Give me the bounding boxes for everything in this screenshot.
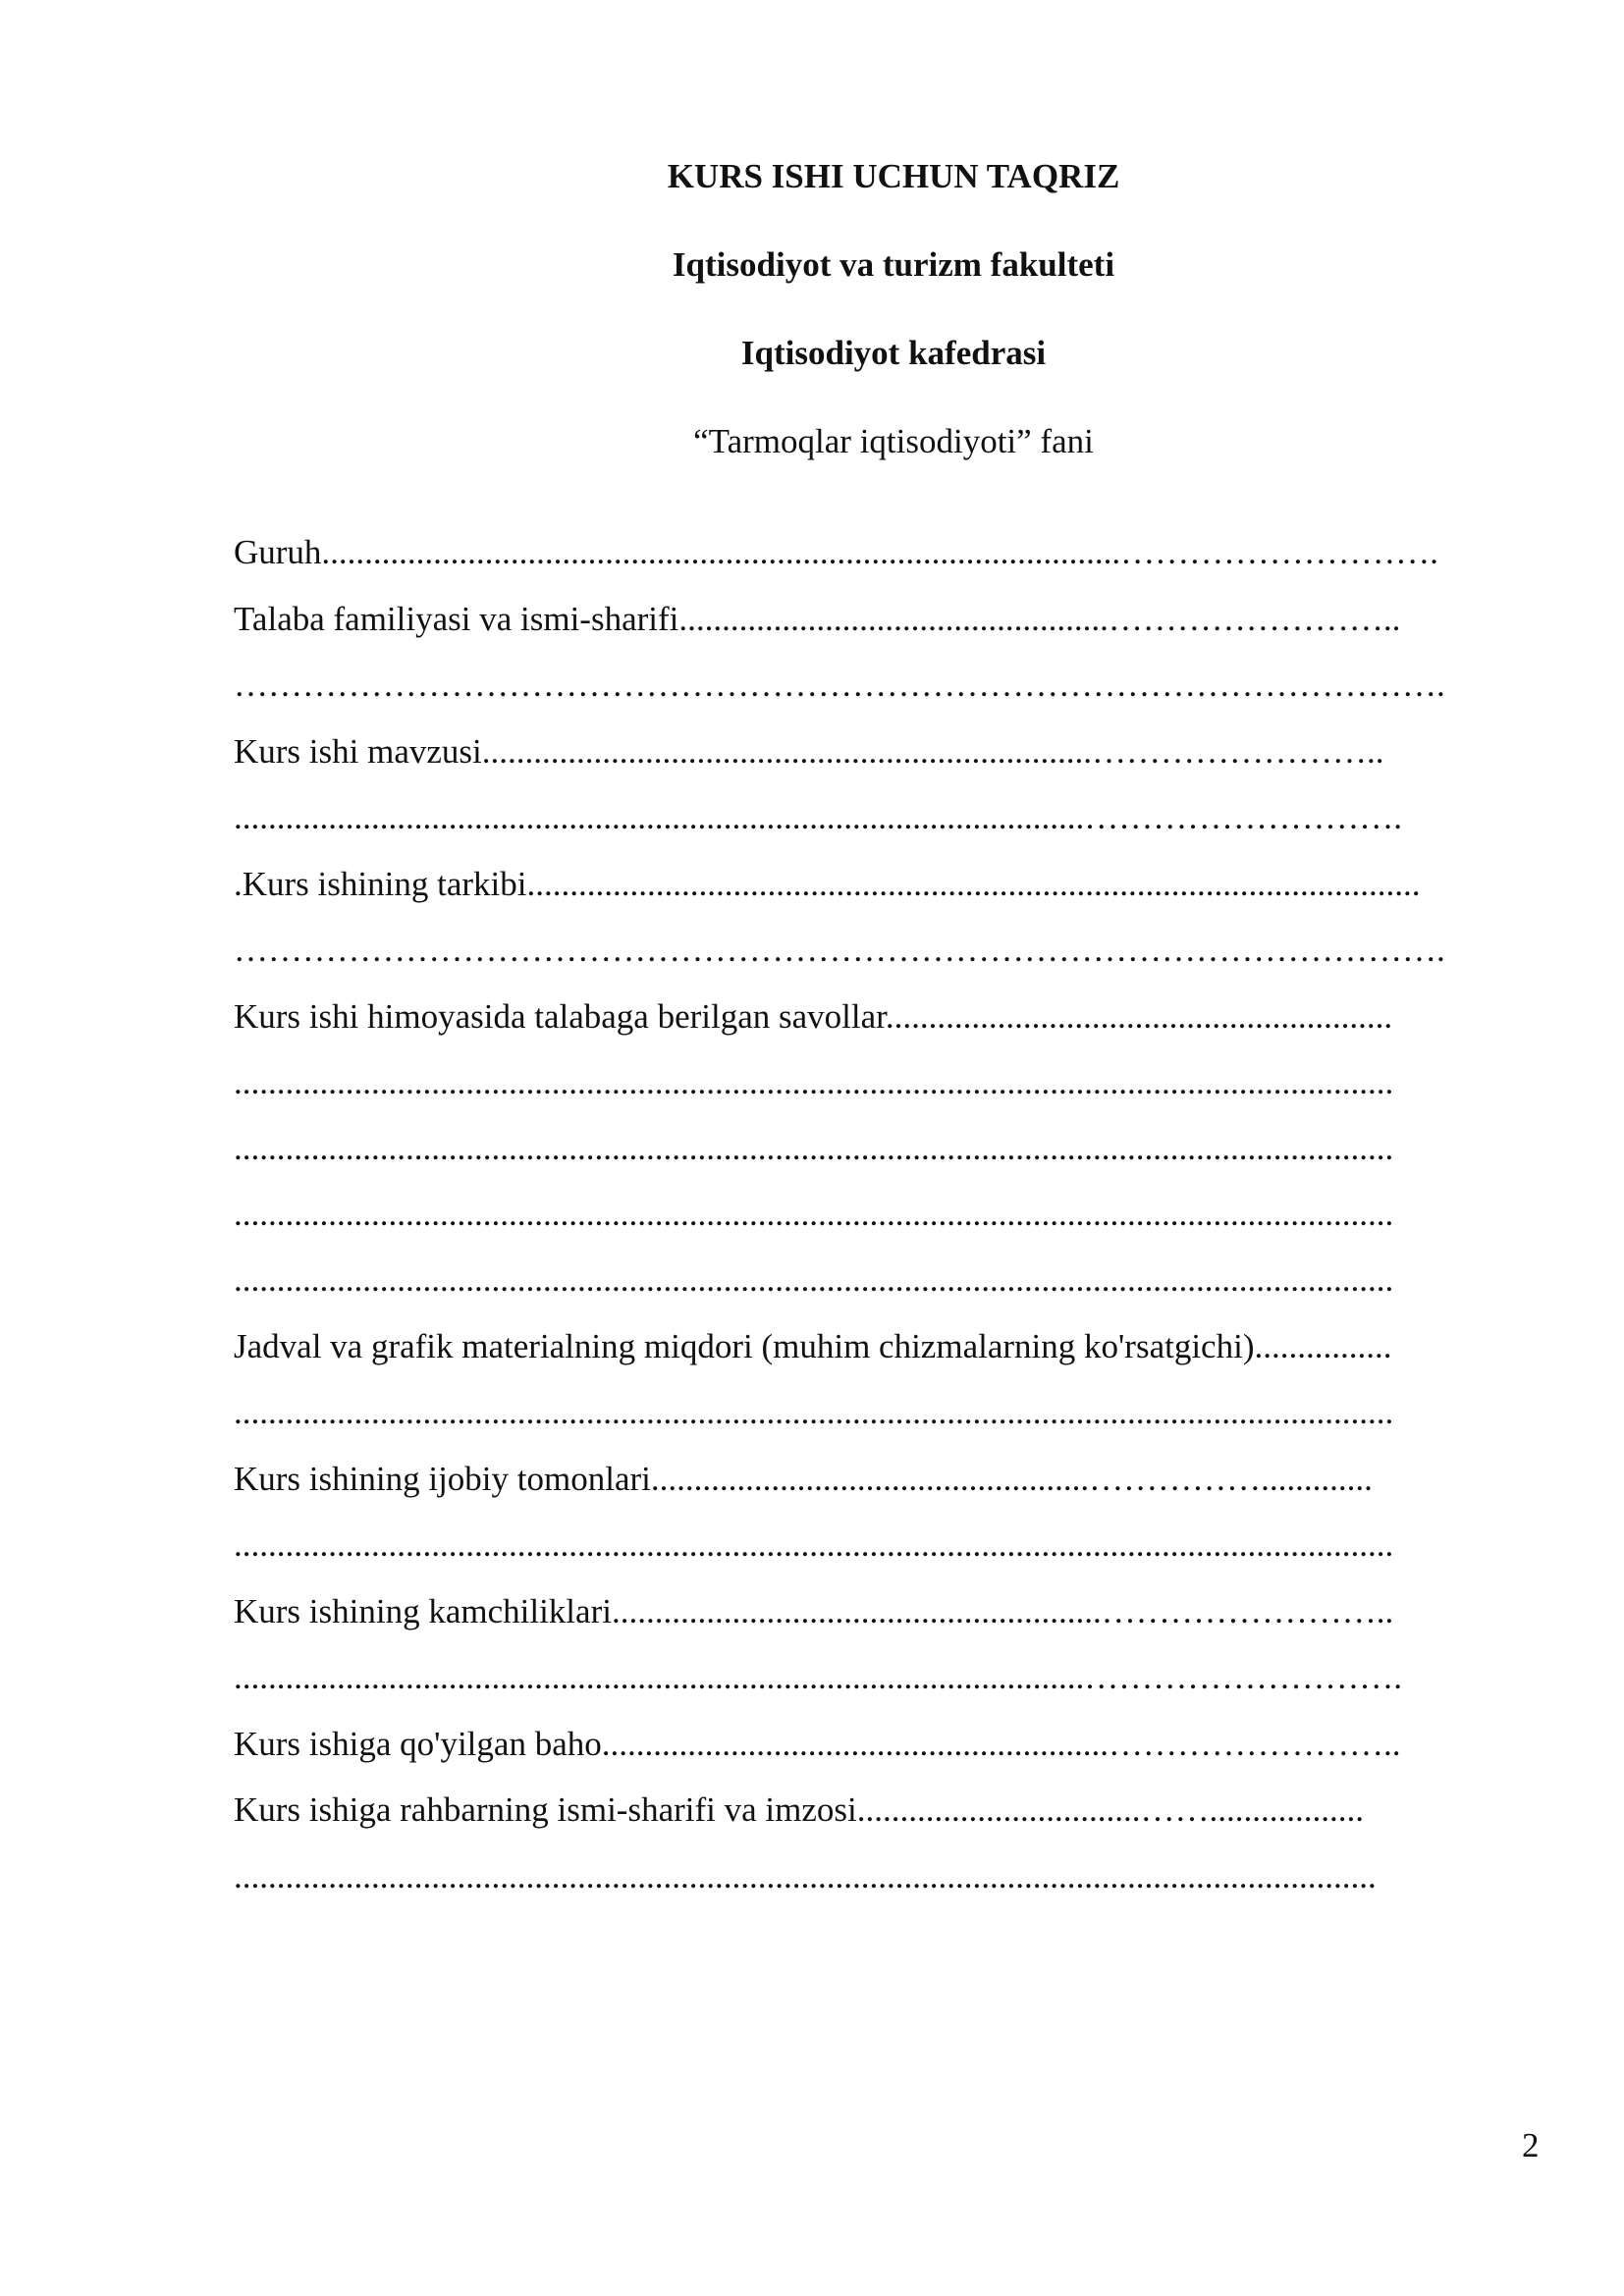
page-number: 2 bbox=[1522, 2126, 1540, 2164]
form-line-blank: ...................................................................................................………………………. bbox=[234, 798, 1402, 836]
form-line-tables-graphics: Jadval va grafik materialning miqdori (muhim chizmalarning ko'rsatgichi)................ bbox=[234, 1327, 1392, 1365]
form-line-blank: ……………………………………………………………………………………………. bbox=[234, 931, 1445, 969]
form-line-blank: ...................................................................................................………………………. bbox=[234, 1658, 1402, 1696]
document-title: KURS ISHI UCHUN TAQRIZ bbox=[667, 157, 1120, 195]
form-line-blank: ....................................................................................................................................... bbox=[234, 1525, 1394, 1564]
form-line-blank: ……………………………………………………………………………………………. bbox=[234, 666, 1445, 704]
form-line-blank: ....................................................................................................................................... bbox=[234, 1393, 1394, 1431]
subject-heading: “Tarmoqlar iqtisodiyoti” fani bbox=[693, 422, 1094, 460]
form-line-blank: ....................................................................................................................................... bbox=[234, 1260, 1394, 1299]
form-line-blank: ....................................................................................................................................... bbox=[234, 1195, 1394, 1233]
faculty-heading: Iqtisodiyot va turizm fakulteti bbox=[672, 245, 1115, 284]
form-line-topic: Kurs ishi mavzusi.......................................................................…………………….. bbox=[234, 732, 1384, 771]
form-line-structure: .Kurs ishining tarkibi........................................................................................................ bbox=[234, 865, 1421, 903]
form-line-grade: Kurs ishiga qo'yilgan baho...........................................................…………………….. bbox=[234, 1725, 1401, 1763]
form-line-blank: ..................................................................................................................................... bbox=[234, 1857, 1377, 1896]
department-heading: Iqtisodiyot kafedrasi bbox=[740, 334, 1047, 372]
form-line-defense-questions: Kurs ishi himoyasida talabaga berilgan savollar........................................................... bbox=[234, 997, 1393, 1036]
form-line-blank: ....................................................................................................................................... bbox=[234, 1063, 1394, 1101]
form-line-supervisor-signature: Kurs ishiga rahbarning ismi-sharifi va imzosi.................................…….................. bbox=[234, 1790, 1364, 1829]
form-line-group: Guruh.............................................................................................………………………. bbox=[234, 533, 1438, 571]
form-line-strengths: Kurs ishining ijobiy tomonlari...................................................……………............. bbox=[234, 1460, 1373, 1498]
form-line-student-name: Talaba familiyasi va ismi-sharifi..................................................…………………….. bbox=[234, 600, 1401, 638]
form-line-weaknesses: Kurs ishining kamchiliklari.........................................................…………………….. bbox=[234, 1592, 1394, 1630]
form-line-blank: ....................................................................................................................................... bbox=[234, 1129, 1394, 1167]
